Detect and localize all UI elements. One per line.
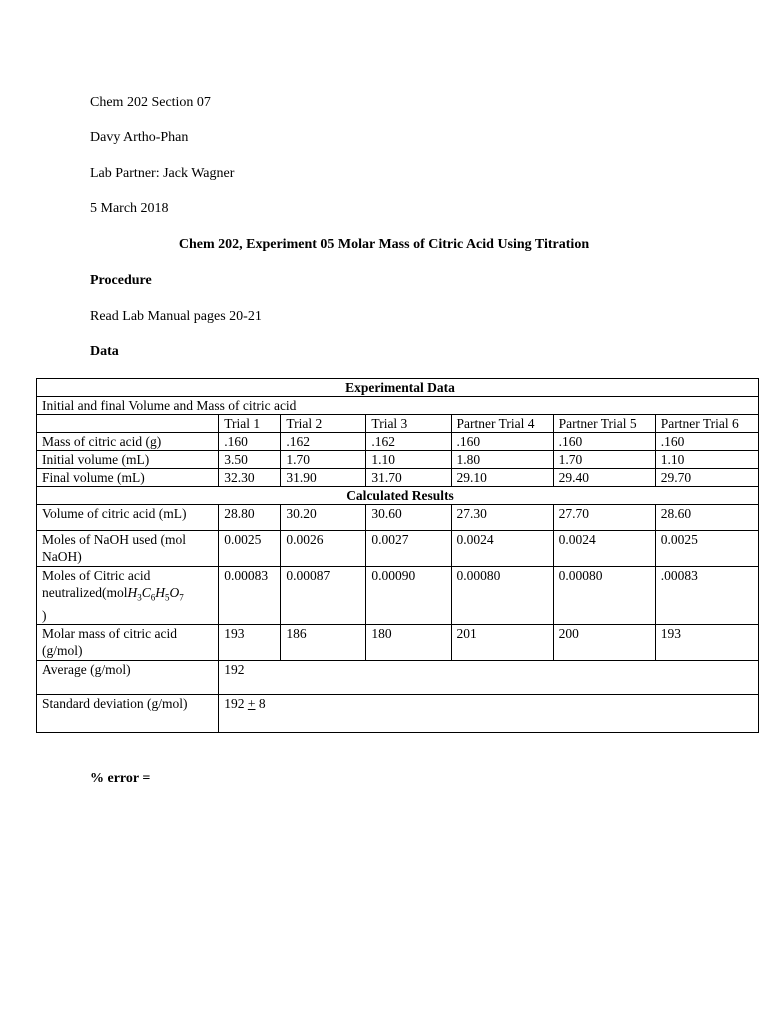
header-blank-cell xyxy=(37,415,219,433)
table-cell: 31.90 xyxy=(281,469,366,487)
procedure-text: Read Lab Manual pages 20-21 xyxy=(90,309,262,324)
average-value: 192 xyxy=(219,660,759,694)
table-cell: 193 xyxy=(219,624,281,660)
table-cell: 30.20 xyxy=(281,505,366,531)
table-cell: 29.10 xyxy=(451,469,553,487)
row-label xyxy=(37,567,219,625)
table-cell: 200 xyxy=(553,624,655,660)
table-cell: 0.0026 xyxy=(281,531,366,567)
table-cell: 193 xyxy=(655,624,758,660)
row-label: Average (g/mol) xyxy=(37,660,219,694)
table-cell: .162 xyxy=(366,433,451,451)
citric-acid-formula: $H_3C_6H_5O_7$ xyxy=(127,585,184,603)
data-table xyxy=(36,378,759,733)
table-row xyxy=(37,505,759,531)
table-cell: .162 xyxy=(281,433,366,451)
table-cell: 27.70 xyxy=(553,505,655,531)
table-cell: 180 xyxy=(366,624,451,660)
table-cell: 186 xyxy=(281,624,366,660)
table-row xyxy=(37,433,759,451)
table-cell: 29.40 xyxy=(553,469,655,487)
table-cell: 1.10 xyxy=(655,451,758,469)
std-dev-row xyxy=(37,694,759,732)
column-header: Partner Trial 6 xyxy=(655,415,758,433)
experimental-data-title: Experimental Data xyxy=(37,379,759,397)
table-cell: .160 xyxy=(451,433,553,451)
column-header-row xyxy=(37,415,759,433)
plus-minus-sign: + xyxy=(247,695,256,711)
percent-error-label: % error = xyxy=(90,771,151,786)
table-cell: 0.00080 xyxy=(553,567,655,625)
table-row xyxy=(37,469,759,487)
table-cell: 28.60 xyxy=(655,505,758,531)
column-header: Trial 1 xyxy=(219,415,281,433)
column-header: Partner Trial 5 xyxy=(553,415,655,433)
row-label: Final volume (mL) xyxy=(37,469,219,487)
student-name: Davy Artho-Phan xyxy=(90,130,189,145)
column-header: Trial 3 xyxy=(366,415,451,433)
report-date: 5 March 2018 xyxy=(90,201,169,216)
table-cell: 32.30 xyxy=(219,469,281,487)
table-cell: 0.0025 xyxy=(655,531,758,567)
table-cell: 0.0025 xyxy=(219,531,281,567)
row-label: Standard deviation (g/mol) xyxy=(37,694,219,732)
row-label: Molar mass of citric acid (g/mol) xyxy=(37,624,219,660)
table-cell: 0.0024 xyxy=(451,531,553,567)
std-dev-mean: 192 xyxy=(224,695,245,711)
row-label: Initial volume (mL) xyxy=(37,451,219,469)
course-line: Chem 202 Section 07 xyxy=(90,95,211,110)
table-row xyxy=(37,624,759,660)
table-cell: .00083 xyxy=(655,567,758,625)
row-label: Volume of citric acid (mL) xyxy=(37,505,219,531)
table-row xyxy=(37,567,759,625)
std-dev-spread: 8 xyxy=(258,695,266,711)
average-row xyxy=(37,660,759,694)
table-row xyxy=(37,531,759,567)
table-cell: 0.00090 xyxy=(366,567,451,625)
row-label: Moles of NaOH used (mol NaOH) xyxy=(37,531,219,567)
table-row xyxy=(37,451,759,469)
experimental-title-row xyxy=(37,379,759,397)
table-cell: 1.70 xyxy=(281,451,366,469)
table-cell: 3.50 xyxy=(219,451,281,469)
table-cell: 1.10 xyxy=(366,451,451,469)
column-header: Partner Trial 4 xyxy=(451,415,553,433)
lab-partner: Lab Partner: Jack Wagner xyxy=(90,166,235,181)
table-cell: 27.30 xyxy=(451,505,553,531)
report-title: Chem 202, Experiment 05 Molar Mass of Citric Acid Using Titration xyxy=(178,237,590,252)
table-cell: .160 xyxy=(219,433,281,451)
table-cell: .160 xyxy=(655,433,758,451)
subtitle-row xyxy=(37,397,759,415)
row-label-suffix: ) xyxy=(42,607,47,623)
table-cell: 1.80 xyxy=(451,451,553,469)
table-cell: 201 xyxy=(451,624,553,660)
table-cell: 0.0024 xyxy=(553,531,655,567)
data-heading: Data xyxy=(90,344,119,359)
table-cell: 1.70 xyxy=(553,451,655,469)
table-cell: 0.0027 xyxy=(366,531,451,567)
procedure-heading: Procedure xyxy=(90,273,152,288)
table-cell: 0.00083 xyxy=(219,567,281,625)
table-cell: .160 xyxy=(553,433,655,451)
table-cell: 29.70 xyxy=(655,469,758,487)
calculated-title-row xyxy=(37,487,759,505)
std-dev-value xyxy=(219,694,759,732)
table-cell: 31.70 xyxy=(366,469,451,487)
table-cell: 30.60 xyxy=(366,505,451,531)
table-cell: 0.00087 xyxy=(281,567,366,625)
row-label: Mass of citric acid (g) xyxy=(37,433,219,451)
table-cell: 28.80 xyxy=(219,505,281,531)
calculated-results-title: Calculated Results xyxy=(37,487,759,505)
column-header: Trial 2 xyxy=(281,415,366,433)
table-subtitle: Initial and final Volume and Mass of citric acid xyxy=(37,397,759,415)
table-cell: 0.00080 xyxy=(451,567,553,625)
row-label-text: Moles of Citric acid neutralized(mol xyxy=(42,568,151,600)
